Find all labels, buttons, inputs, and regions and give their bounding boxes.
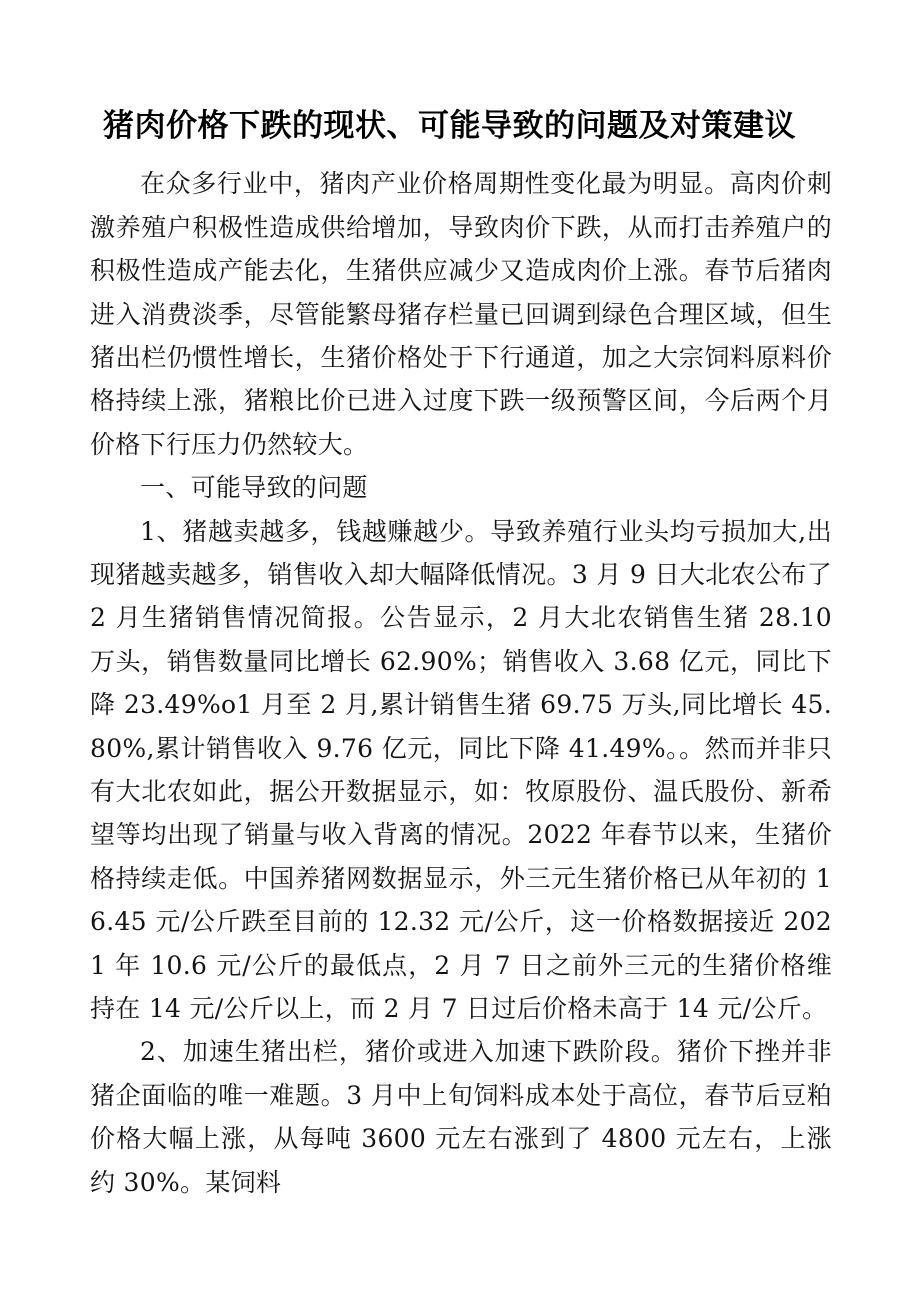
paragraph-intro: 在众多行业中，猪肉产业价格周期性变化最为明显。高肉价刺激养殖户积极性造成供给增加，导致肉价下跌，从而打击养殖户的积极性造成产能去化，生猪供应减少又造成肉价上涨。春节后猪肉进入消费淡季，尽管能繁母猪存栏量已回调到绿色合理区域，但生猪出栏仍惯性增长，生猪价格处于下行通道，加之大宗饲料原料价格持续上涨，猪粮比价已进入过度下跌一级预警区间，今后两个月价格下行压力仍然较大。 (90, 169, 832, 459)
section-heading-problems: 一、可能导致的问题 (140, 473, 368, 503)
paragraph-problem-2: 2、加速生猪出栏，猪价或进入加速下跌阶段。猪价下挫并非猪企面临的唯一难题。3 月中上旬饲料成本处于高位，春节后豆粕价格大幅上涨，从每吨 3600 元左右涨到了 4800 元左右，上涨约 30%。某饲料 (90, 1037, 832, 1197)
document-title: 猪肉价格下跌的现状、可能导致的问题及对策建议 (103, 108, 796, 144)
paragraph-problem-1: 1、猪越卖越多，钱越赚越少。导致养殖行业头均亏损加大,出现猪越卖越多，销售收入却大幅降低情况。3 月 9 日大北农公布了 2 月生猪销售情况简报。公告显示，2 月大北农销售生猪 28.10 万头，销售数量同比增长 62.90%；销售收入 3.68 亿元，同比下降 23.49%o1 月至 2 月,累计销售生猪 69.75 万头,同比增长 45.80%,累计销售收入 9.76 亿元，同比下降 41.49%。。然而并非只有大北农如此，据公开数据显示，如：牧原股份、温氏股份、新希望等均出现了销量与收入背离的情况。2022 年春节以来，生猪价格持续走低。中国养猪网数据显示，外三元生猪价格已从年初的 16.45 元/公斤跌至目前的 12.32 元/公斤，这一价格数据接近 2021 年 10.6 元/公斤的最低点，2 月 7 日之前外三元的生猪价格维持在 14 元/公斤以上，而 2 月 7 日过后价格未高于 14 元/公斤。 (90, 516, 832, 1024)
